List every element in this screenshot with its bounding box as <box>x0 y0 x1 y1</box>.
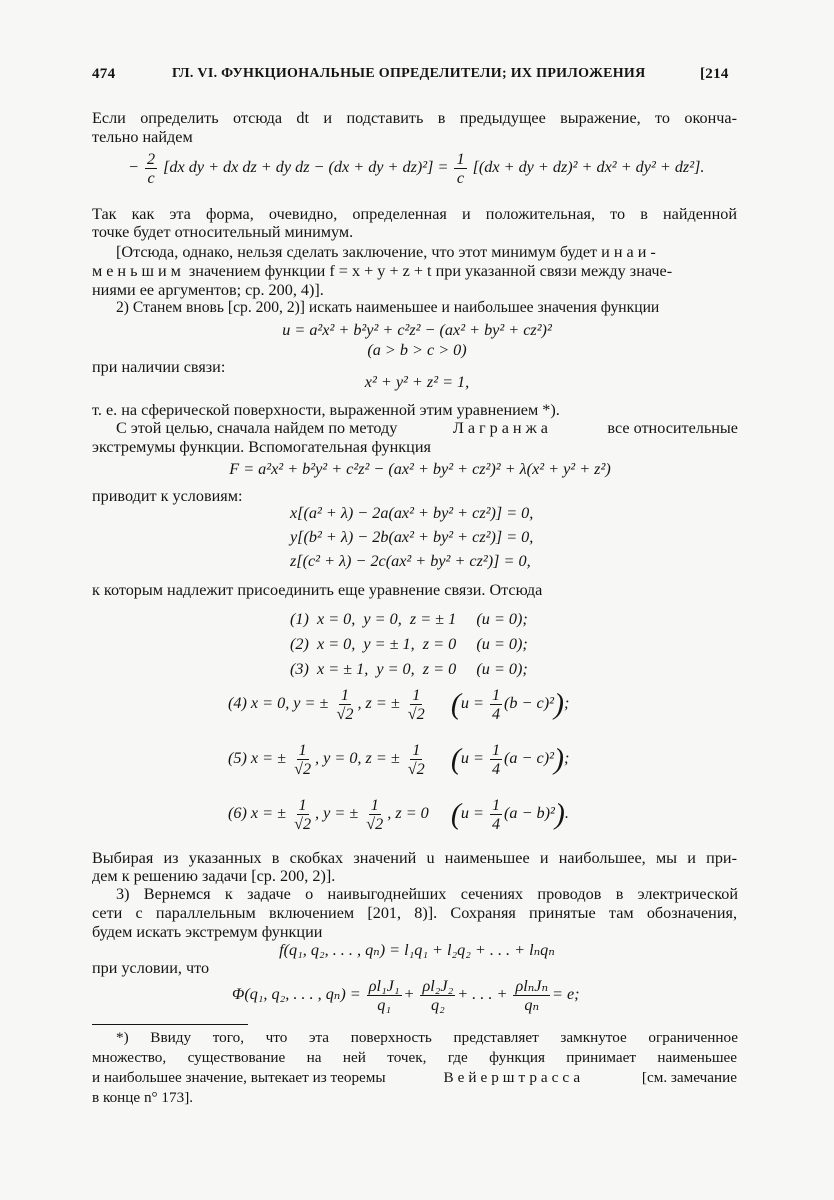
equation-left-part: [dx dy + dx dz + dy dz − (dx + dy + dz)²] = <box>163 158 449 177</box>
section-number: [214 <box>700 66 729 82</box>
paragraph-line: тельно найдем <box>92 128 193 146</box>
paragraph-line: 3) Вернемся к задаче о наивыгоднейших сечениях проводов в электрической <box>116 885 738 903</box>
footnote-divider <box>92 1024 248 1025</box>
solution-3: (3) x = ± 1, y = 0, z = 0 (u = 0); <box>290 660 528 678</box>
page-number: 474 <box>92 66 116 82</box>
fraction: $\frac{1}{c}$ <box>456 150 465 187</box>
chapter-title: ГЛ. VI. ФУНКЦИОНАЛЬНЫЕ ОПРЕДЕЛИТЕЛИ; ИХ ПРИЛОЖЕНИЯ <box>172 66 646 81</box>
equation-quadratic-form <box>128 150 704 187</box>
paragraph-line: 2) Станем вновь [ср. 200, 2)] искать наименьшее и наибольшее значения функции <box>116 299 660 316</box>
equation-condition-z: z[(c² + λ) − 2c(ax² + by² + cz²)] = 0, <box>290 552 531 570</box>
solution-5: (5) x = ± $\frac{1}{√2}$ , y = 0, z = ± $\frac{1}{√2}$ (u = $\frac{1}{4}$ (a − c)²); <box>228 741 570 778</box>
equation-right-part: [(dx + dy + dz)² + dx² + dy² + dz²]. <box>472 158 705 177</box>
solution-6: (6) x = ± $\frac{1}{√2}$ , y = ± $\frac{1}{√2}$ , z = 0 (u = $\frac{1}{4}$ (a − b)²). <box>228 796 569 833</box>
equation-condition: (a > b > c > 0) <box>367 341 467 359</box>
solution-1: (1) x = 0, y = 0, z = ± 1 (u = 0); <box>290 610 528 628</box>
spaced-word: меньшим <box>92 262 185 280</box>
solution-4: (4) x = 0, y = ± $\frac{1}{√2}$ , z = ± $\frac{1}{√2}$ (u = $\frac{1}{4}$ (b − c)²); <box>228 686 570 723</box>
paragraph-line: Выбирая из указанных в скобках значений u наименьшее и наибольшее, мы и при- <box>92 849 737 867</box>
equation-lagrange-function: F = a²x² + b²y² + c²z² − (ax² + by² + cz²)² + λ(x² + y² + z²) <box>229 460 611 478</box>
paragraph-line: сети с параллельным включением [201, 8)]. Сохраняя принятые там обозначения, <box>92 904 737 922</box>
fraction: $\frac{2}{c}$ <box>146 150 156 187</box>
paragraph-line: дем к решению задачи [ср. 200, 2)]. <box>92 867 336 885</box>
spaced-word: Лагранжа <box>452 419 552 437</box>
equation-f: f(q₁, q₂, . . . , qₙ) = l₁q₁ + l₂q₂ + . . . + lₙqₙ <box>279 941 555 959</box>
paragraph-line: С этой целью, сначала найдем по методу Лагранжа все относительные <box>116 419 738 437</box>
spaced-word: наи- <box>613 243 660 261</box>
paragraph-line: экстремумы функции. Вспомогательная функция <box>92 438 431 456</box>
spaced-word: Вейерштрасса <box>443 1069 585 1086</box>
paragraph-line: т. е. на сферической поверхности, выраженной этим уравнением *). <box>92 401 560 419</box>
footnote-line: и наибольшее значение, вытекает из теоремы Вейерштрасса [см. замечание <box>92 1069 737 1086</box>
paragraph-line: при наличии связи: <box>92 358 226 376</box>
paragraph-line: к которым надлежит присоединить еще уравнение связи. Отсюда <box>92 581 543 599</box>
paragraph-line: точке будет относительный минимум. <box>92 223 354 241</box>
equation-phi: Φ(q₁, q₂, . . . , qₙ) = $\frac{\text{ρl₁J₁}}{\text{q₁}}$ + $\frac{\text{ρl₂J₂}}{\text{q₂}}$ + . . . + $\frac{\text{ρlₙJₙ}}{\text{qₙ}}$ = e; <box>232 977 580 1014</box>
equation-condition-y: y[(b² + λ) − 2b(ax² + by² + cz²)] = 0, <box>290 528 534 546</box>
paragraph-line: при условии, что <box>92 959 210 977</box>
paragraph-line: будем искать экстремум функции <box>92 923 323 941</box>
paragraph-line: Если определить отсюда dt и подставить в предыдущее выражение, то оконча- <box>92 109 737 127</box>
equation-sphere: x² + y² + z² = 1, <box>364 373 470 391</box>
equation-condition-x: x[(a² + λ) − 2a(ax² + by² + cz²)] = 0, <box>290 504 534 522</box>
paragraph-line: Так как эта форма, очевидно, определенная и положительная, то в найденной <box>92 205 737 223</box>
solution-2: (2) x = 0, y = ± 1, z = 0 (u = 0); <box>290 635 528 653</box>
paragraph-line: меньшим значением функции f = x + y + z + t при указанной связи между значе- <box>92 262 673 280</box>
footnote-line: *) Ввиду того, что эта поверхность представляет замкнутое ограниченное <box>116 1029 738 1046</box>
footnote-line: в конце n° 173]. <box>92 1089 194 1106</box>
paragraph-line: [Отсюда, однако, нельзя сделать заключение, что этот минимум будет и наи- <box>116 243 660 261</box>
paragraph-line: приводит к условиям: <box>92 487 243 505</box>
minus-sign: − <box>128 158 139 177</box>
footnote-line: множество, существование на ней точек, где функция принимает наименьшее <box>92 1049 737 1066</box>
equation-u: u = a²x² + b²y² + c²z² − (ax² + by² + cz²)² <box>282 321 552 339</box>
paragraph-line: ниями ее аргументов; ср. 200, 4)]. <box>92 281 324 299</box>
